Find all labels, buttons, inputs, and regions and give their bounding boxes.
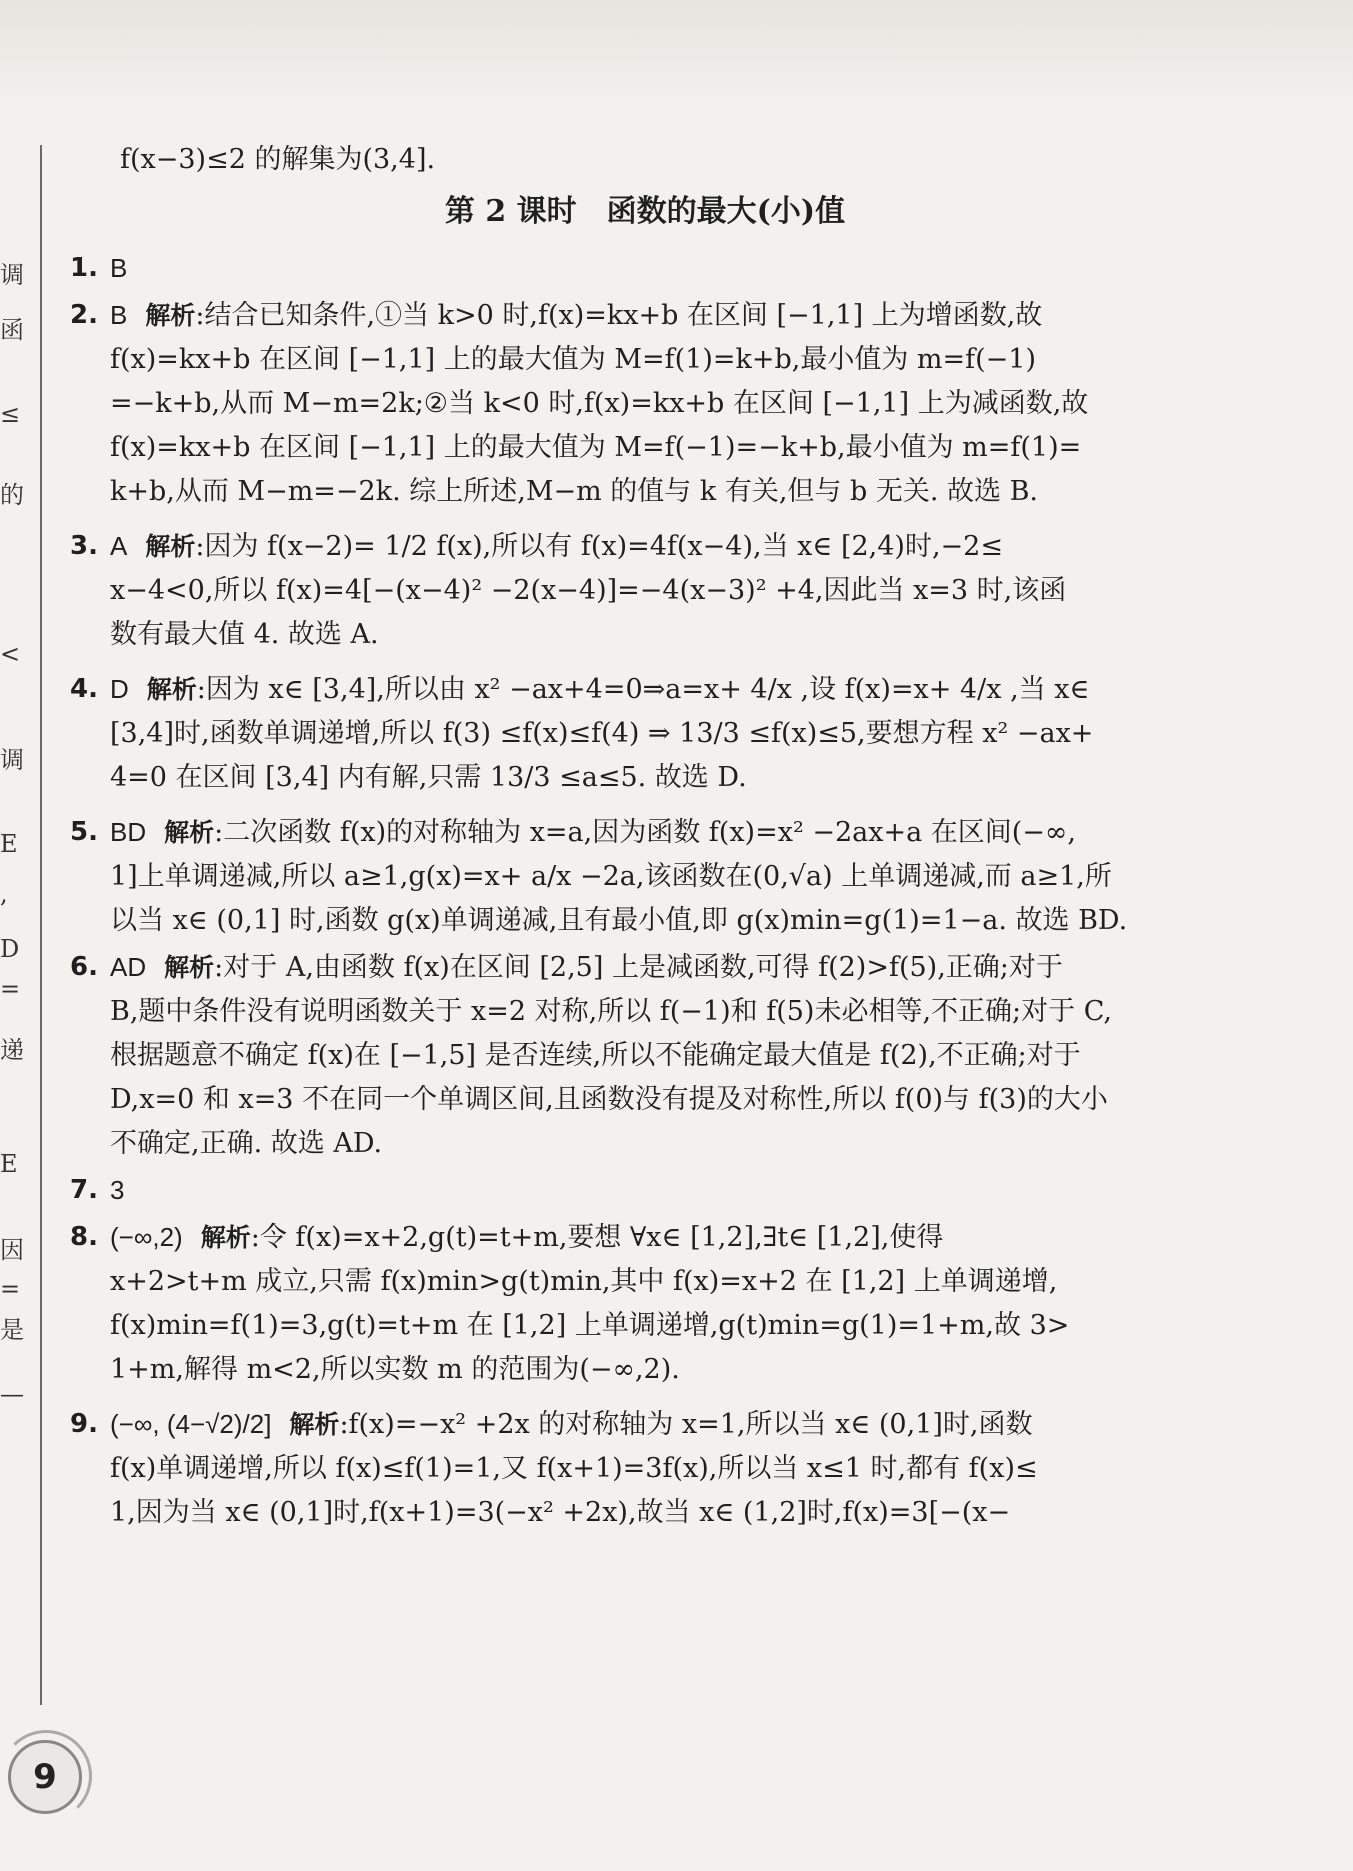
explanation-line: :因为 x∈ [3,4],所以由 x² −ax+4=0⇒a=x+ 4/x ,设 f(x)=x+ 4/x ,当 x∈: [196, 674, 1090, 705]
analysis-label: 解析: [145, 301, 196, 330]
explanation-line: D,x=0 和 x=3 不在同一个单调区间,且函数没有提及对称性,所以 f(0)与 f(3)的大小: [110, 1084, 1108, 1115]
margin-fragment: 函: [0, 316, 24, 344]
answer-item: [70, 945, 1220, 1166]
explanation-line: x−4<0,所以 f(x)=4[−(x−4)² −2(x−4)]=−4(x−3)² +4,因此当 x=3 时,该函: [110, 575, 1067, 606]
item-number: 3.: [70, 531, 98, 561]
answer-item: [70, 810, 1220, 943]
item-body: [110, 810, 1220, 943]
answer-item: [70, 246, 1220, 291]
margin-fragment: 调: [0, 746, 24, 774]
margin-fragment: —: [0, 1380, 24, 1408]
margin-fragment: D: [0, 935, 20, 963]
page-number: 9: [33, 1757, 57, 1797]
explanation-line: :因为 f(x−2)= 1/2 f(x),所以有 f(x)=4f(x−4),当 x∈ [2,4)时,−2≤: [195, 531, 1003, 562]
answer-item: [70, 667, 1220, 800]
item-number: 2.: [70, 300, 98, 330]
explanation-line: 1,因为当 x∈ (0,1]时,f(x+1)=3(−x² +2x),故当 x∈ (1,2]时,f(x)=3[−(x−: [110, 1497, 1011, 1528]
item-answer: (−∞,2): [110, 1222, 183, 1252]
item-number: 7.: [70, 1175, 98, 1205]
item-first-line: [110, 246, 1220, 291]
explanation-line: :二次函数 f(x)的对称轴为 x=a,因为函数 f(x)=x² −2ax+a 在区间(−∞,: [214, 817, 1077, 848]
item-number: 1.: [70, 253, 98, 283]
item-answer: 3: [110, 1175, 125, 1205]
explanation-line: 1+m,解得 m<2,所以实数 m 的范围为(−∞,2).: [110, 1354, 680, 1385]
explanation-line: f(x)=kx+b 在区间 [−1,1] 上的最大值为 M=f(−1)=−k+b,最小值为 m=f(1)=: [110, 432, 1082, 463]
explanation-line: f(x)min=f(1)=3,g(t)=t+m 在 [1,2] 上单调递增,g(t)min=g(1)=1+m,故 3>: [110, 1310, 1070, 1341]
margin-line: [40, 145, 42, 1705]
explanation-line: 不确定,正确. 故选 AD.: [110, 1128, 383, 1159]
margin-fragment: E: [0, 830, 18, 858]
answer-item: [70, 1215, 1220, 1392]
explanation-line: [3,4]时,函数单调递增,所以 f(3) ≤f(x)≤f(4) ⇒ 13/3 ≤f(x)≤5,要想方程 x² −ax+: [110, 718, 1094, 749]
explanation-line: k+b,从而 M−m=−2k. 综上所述,M−m 的值与 k 有关,但与 b 无关. 故选 B.: [110, 476, 1039, 507]
explanation-line: 数有最大值 4. 故选 A.: [110, 619, 379, 650]
margin-fragment: 递: [0, 1036, 24, 1064]
answer-item: [70, 1168, 1220, 1213]
item-body: [110, 246, 1220, 291]
item-number: 8.: [70, 1222, 98, 1252]
margin-fragment: ,: [0, 880, 8, 908]
item-answer: BD: [110, 817, 147, 847]
explanation-line: f(x)单调递增,所以 f(x)≤f(1)=1,又 f(x+1)=3f(x),所以当 x≤1 时,都有 f(x)≤: [110, 1453, 1038, 1484]
margin-fragment: 是: [0, 1316, 24, 1344]
top-bleed: [0, 0, 1353, 110]
item-answer: AD: [110, 952, 147, 982]
item-first-line: [110, 524, 1220, 569]
answer-item: [70, 1402, 1220, 1535]
item-answer: B: [110, 300, 128, 330]
explanation-line: 根据题意不确定 f(x)在 [−1,5] 是否连续,所以不能确定最大值是 f(2),不正确;对于: [110, 1040, 1081, 1071]
explanation-line: f(x)=kx+b 在区间 [−1,1] 上的最大值为 M=f(1)=k+b,最小值为 m=f(−1): [110, 344, 1037, 375]
analysis-label: 解析: [200, 1223, 251, 1252]
analysis-label: 解析: [289, 1410, 340, 1439]
answer-item: [70, 293, 1220, 514]
item-first-line: [110, 945, 1220, 990]
explanation-line: =−k+b,从而 M−m=2k;②当 k<0 时,f(x)=kx+b 在区间 [−1,1] 上为减函数,故: [110, 388, 1089, 419]
item-body: [110, 1215, 1220, 1392]
item-first-line: [110, 1402, 1220, 1447]
page-number-badge: [8, 1740, 82, 1814]
explanation-line: 以当 x∈ (0,1] 时,函数 g(x)单调递减,且有最小值,即 g(x)min=g(1)=1−a. 故选 BD.: [110, 905, 1128, 936]
item-answer: D: [110, 674, 129, 704]
explanation-line: 1]上单调递减,所以 a≥1,g(x)=x+ a/x −2a,该函数在(0,√a) 上单调递减,而 a≥1,所: [110, 861, 1112, 892]
margin-fragment: =: [0, 975, 21, 1003]
item-first-line: [110, 293, 1220, 338]
analysis-label: 解析: [164, 953, 215, 982]
analysis-label: 解析: [146, 675, 197, 704]
explanation-line: 4=0 在区间 [3,4] 内有解,只需 13/3 ≤a≤5. 故选 D.: [110, 762, 747, 793]
item-answer: A: [110, 531, 128, 561]
analysis-label: 解析: [145, 532, 196, 561]
item-body: [110, 667, 1220, 800]
answer-item: [70, 524, 1220, 657]
answer-list: [70, 246, 1220, 1535]
explanation-line: :结合已知条件,①当 k>0 时,f(x)=kx+b 在区间 [−1,1] 上为增函数,故: [195, 300, 1043, 331]
item-answer: (−∞, (4−√2)/2]: [110, 1409, 272, 1439]
item-body: [110, 293, 1220, 514]
item-body: [110, 945, 1220, 1166]
margin-fragment: <: [0, 640, 21, 668]
item-first-line: [110, 667, 1220, 712]
item-number: 4.: [70, 674, 98, 704]
analysis-label: 解析: [164, 818, 215, 847]
explanation-line: B,题中条件没有说明函数关于 x=2 对称,所以 f(−1)和 f(5)未必相等,不正确;对于 C,: [110, 996, 1113, 1027]
explanation-line: :对于 A,由函数 f(x)在区间 [2,5] 上是减函数,可得 f(2)>f(5),正确;对于: [214, 952, 1063, 983]
item-first-line: [110, 1168, 1220, 1213]
margin-fragment: E: [0, 1150, 18, 1178]
item-body: [110, 1402, 1220, 1535]
margin-fragment: ≤: [0, 400, 21, 428]
explanation-line: :f(x)=−x² +2x 的对称轴为 x=1,所以当 x∈ (0,1]时,函数: [339, 1409, 1033, 1440]
margin-fragment: 调: [0, 261, 24, 289]
item-number: 9.: [70, 1409, 98, 1439]
item-number: 6.: [70, 952, 98, 982]
item-number: 5.: [70, 817, 98, 847]
item-body: [110, 524, 1220, 657]
top-line: f(x−3)≤2 的解集为(3,4].: [120, 144, 436, 175]
item-body: [110, 1168, 1220, 1213]
item-first-line: [110, 810, 1220, 855]
margin-fragment: =: [0, 1275, 21, 1303]
item-first-line: [110, 1215, 1220, 1260]
explanation-line: x+2>t+m 成立,只需 f(x)min>g(t)min,其中 f(x)=x+2 在 [1,2] 上单调递增,: [110, 1266, 1058, 1297]
item-answer: B: [110, 253, 128, 283]
explanation-line: :令 f(x)=x+2,g(t)=t+m,要想 ∀x∈ [1,2],∃t∈ [1,2],使得: [250, 1222, 944, 1253]
margin-fragment: 的: [0, 481, 24, 509]
answer-content: [70, 138, 1220, 1535]
section-title: 第 2 课时 函数的最大(小)值: [444, 194, 846, 229]
margin-fragment: 因: [0, 1236, 24, 1264]
